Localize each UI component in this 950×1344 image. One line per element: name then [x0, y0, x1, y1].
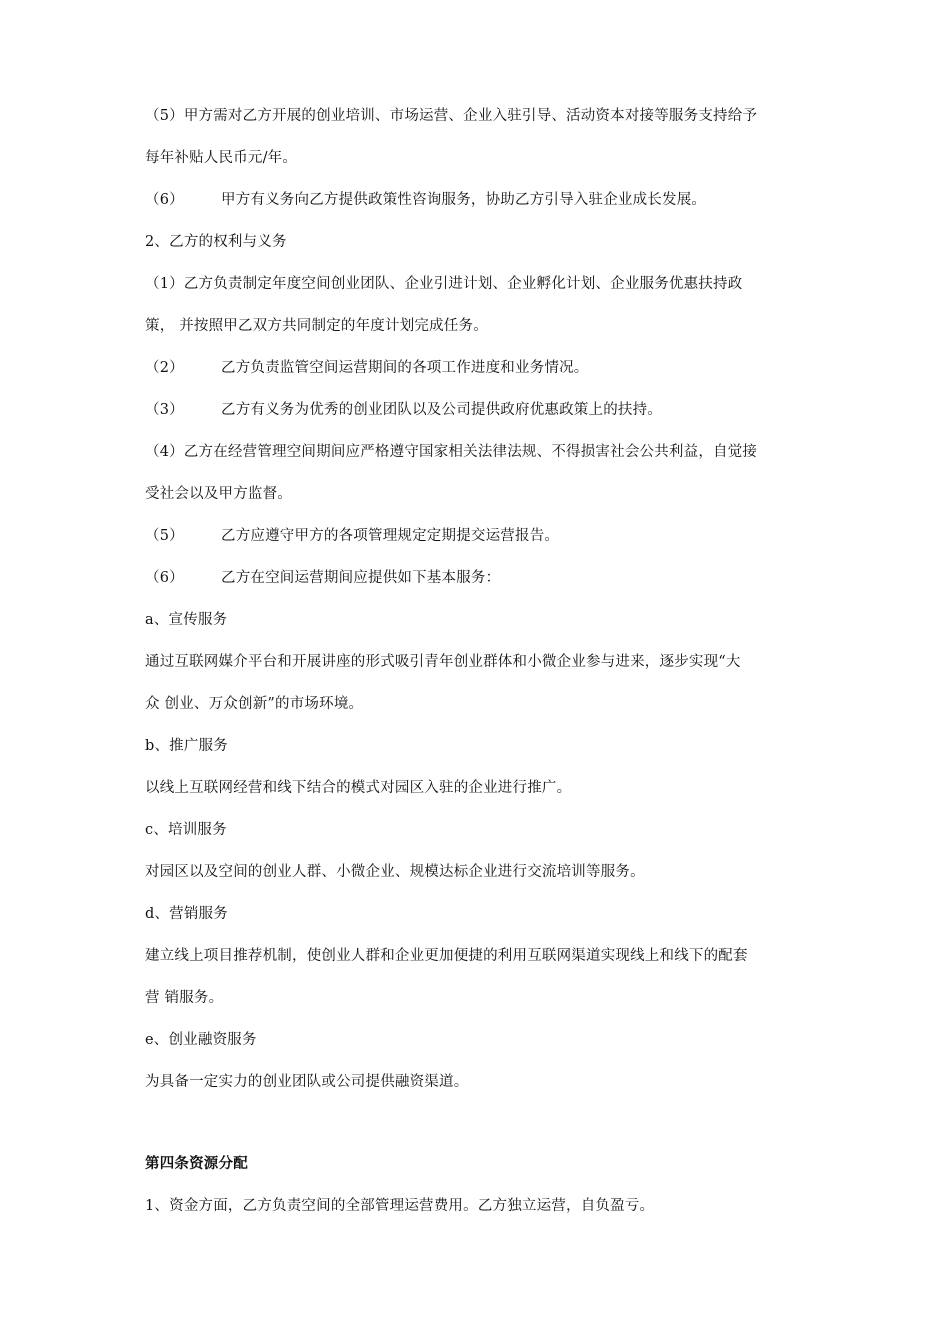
line-text: 乙方负责监管空间运营期间的各项工作进度和业务情况。: [221, 360, 589, 376]
line-text: 以线上互联网经营和线下结合的模式对园区入驻的企业进行推广。: [145, 780, 572, 796]
line-text: 乙方在空间运营期间应提供如下基本服务：: [221, 570, 501, 586]
paragraph-line: [145, 484, 825, 504]
paragraph-line: [145, 106, 825, 126]
paragraph-line: [145, 862, 825, 882]
line-text: 众 创业、万众创新”的市场环境。: [145, 696, 364, 712]
line-text: 受社会以及甲方监督。: [145, 486, 292, 502]
paragraph-line: [145, 694, 825, 714]
line-text: （4）乙方在经营管理空间期间应严格遵守国家相关法律法规、不得损害社会公共利益，自觉接: [145, 444, 758, 460]
line-text: 甲方有义务向乙方提供政策性咨询服务，协助乙方引导入驻企业成长发展。: [221, 192, 707, 208]
paragraph-line: [145, 358, 825, 378]
line-text: a、宣传服务: [145, 612, 228, 628]
item-number: （6）: [145, 570, 184, 586]
line-text: d、营销服务: [145, 906, 228, 922]
item-number: （6）: [145, 192, 184, 208]
service-title: [145, 1030, 825, 1050]
service-title: [145, 820, 825, 840]
item-number: （5）: [145, 528, 184, 544]
line-text: 策， 并按照甲乙双方共同制定的年度计划完成任务。: [145, 318, 488, 334]
subsection-title: [145, 232, 825, 252]
paragraph-line: [145, 778, 825, 798]
paragraph-line: [145, 526, 825, 546]
line-text: 1、资金方面，乙方负责空间的全部管理运营费用。乙方独立运营，自负盈亏。: [145, 1198, 655, 1214]
line-text: 对园区以及空间的创业人群、小微企业、规模达标企业进行交流培训等服务。: [145, 864, 645, 880]
paragraph-line: [145, 1196, 825, 1216]
paragraph-line: [145, 316, 825, 336]
line-text: 2、乙方的权利与义务: [145, 234, 287, 250]
paragraph-line: [145, 442, 825, 462]
paragraph-line: [145, 946, 825, 966]
line-text: c、培训服务: [145, 822, 227, 838]
line-text: b、推广服务: [145, 738, 228, 754]
line-text: （1）乙方负责制定年度空间创业团队、企业引进计划、企业孵化计划、企业服务优惠扶持政: [145, 276, 743, 292]
paragraph-line: [145, 1072, 825, 1092]
paragraph-line: [145, 190, 825, 210]
paragraph-line: [145, 568, 825, 588]
line-text: （5）甲方需对乙方开展的创业培训、市场运营、企业入驻引导、活动资本对接等服务支持给予: [145, 108, 758, 124]
line-text: 为具备一定实力的创业团队或公司提供融资渠道。: [145, 1074, 469, 1090]
service-title: [145, 904, 825, 924]
section-heading: 第四条资源分配: [145, 1156, 248, 1172]
paragraph-line: [145, 274, 825, 294]
paragraph-line: [145, 652, 825, 672]
line-text: e、创业融资服务: [145, 1032, 257, 1048]
line-text: 每年补贴人民币元/年。: [145, 150, 298, 166]
paragraph-line: [145, 988, 825, 1008]
line-text: 乙方有义务为优秀的创业团队以及公司提供政府优惠政策上的扶持。: [221, 402, 662, 418]
item-number: （3）: [145, 402, 184, 418]
line-text: 通过互联网媒介平台和开展讲座的形式吸引青年创业群体和小微企业参与进来，逐步实现“大: [145, 654, 741, 670]
service-title: [145, 610, 825, 630]
paragraph-line: [145, 148, 825, 168]
item-number: （2）: [145, 360, 184, 376]
service-title: [145, 736, 825, 756]
line-text: 营 销服务。: [145, 990, 224, 1006]
line-text: 建立线上项目推荐机制，使创业人群和企业更加便捷的利用互联网渠道实现线上和线下的配套: [145, 948, 748, 964]
paragraph-line: [145, 400, 825, 420]
line-text: 乙方应遵守甲方的各项管理规定定期提交运营报告。: [221, 528, 560, 544]
